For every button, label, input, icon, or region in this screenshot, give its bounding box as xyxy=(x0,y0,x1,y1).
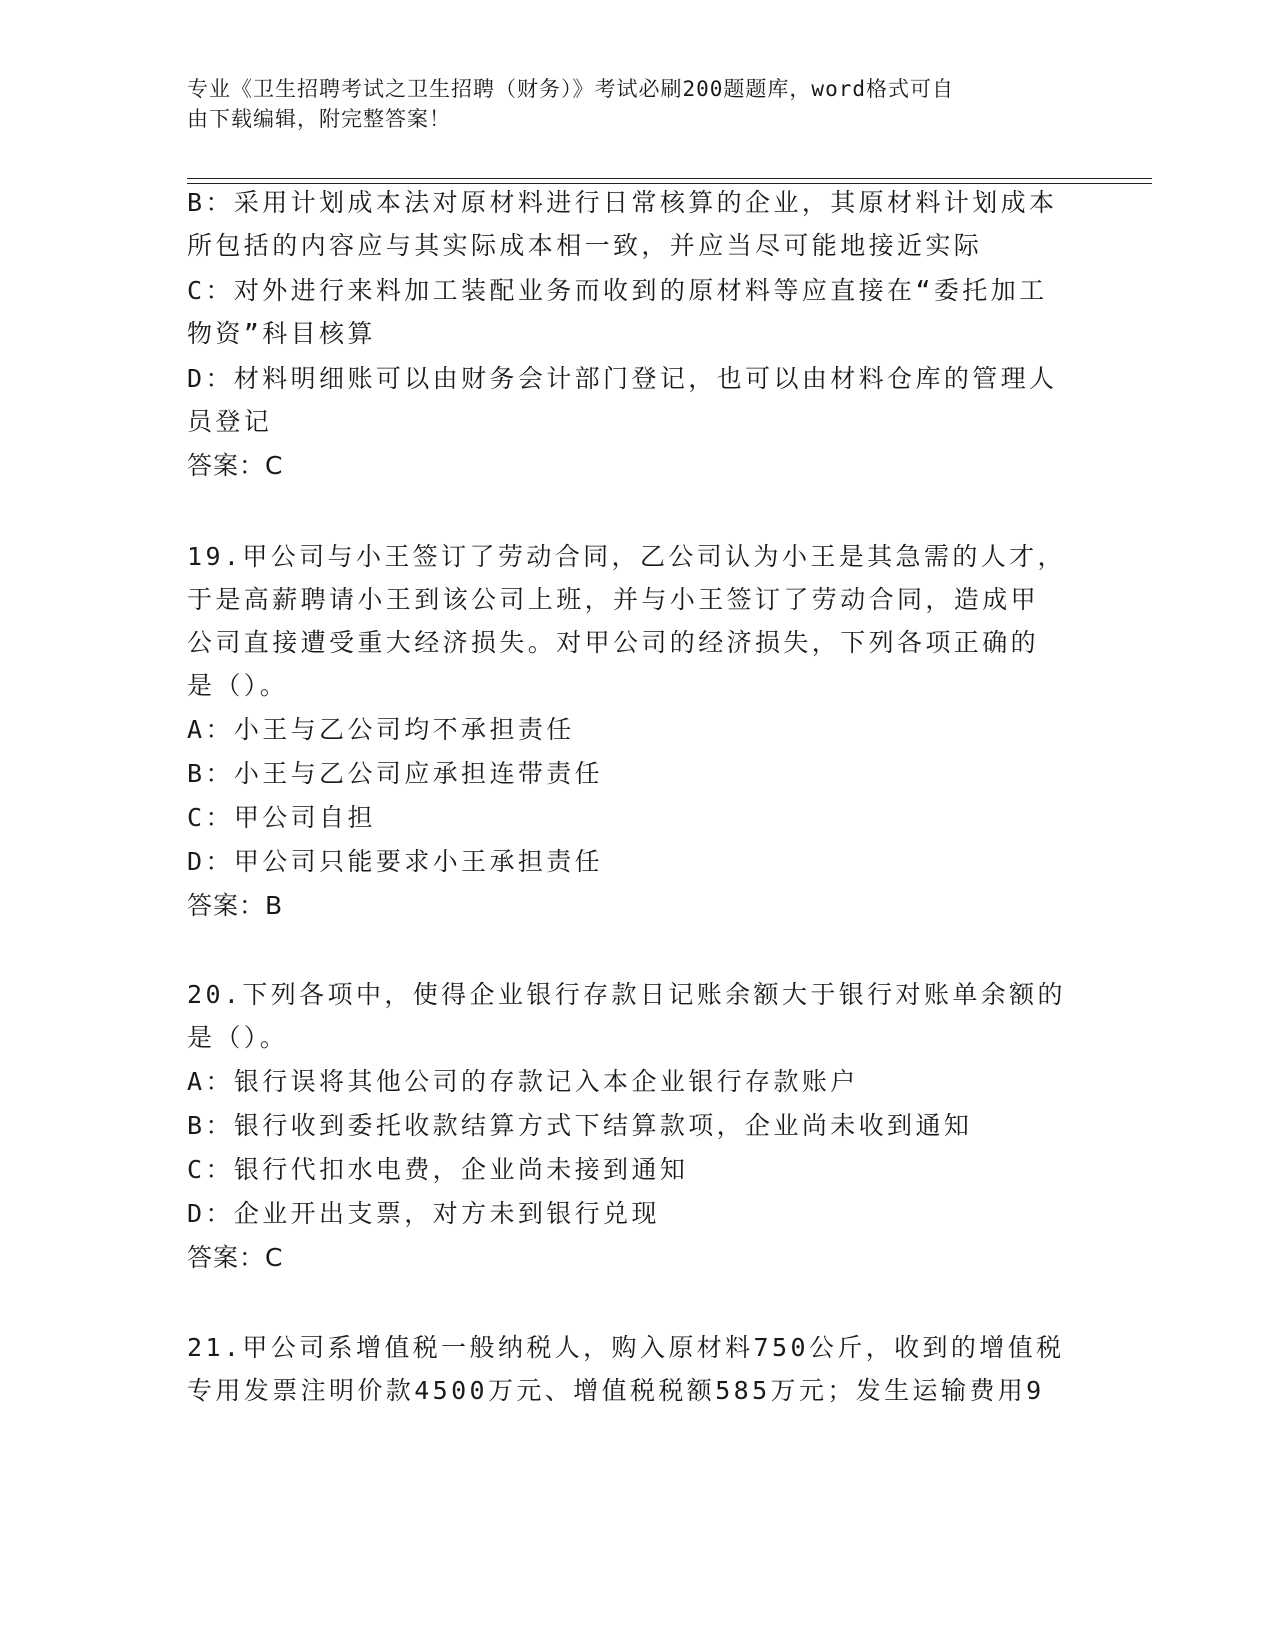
q19-option-c: C：甲公司自担 xyxy=(187,803,376,832)
q19-stem-line-2: 于是高薪聘请小王到该公司上班，并与小王签订了劳动合同，造成甲 xyxy=(187,585,1040,614)
q20-option-c: C：银行代扣水电费，企业尚未接到通知 xyxy=(187,1155,689,1184)
q20-option-b: B：银行收到委托收款结算方式下结算款项，企业尚未收到通知 xyxy=(187,1111,973,1140)
q20-option-d: D：企业开出支票，对方未到银行兑现 xyxy=(187,1199,660,1228)
header-line-1: 专业《卫生招聘考试之卫生招聘（财务）》考试必刷200题题库，word格式可自 xyxy=(187,77,954,101)
q20-stem-line-2: 是（）。 xyxy=(187,1023,289,1052)
q18-option-b-line-1: B：采用计划成本法对原材料进行日常核算的企业，其原材料计划成本 xyxy=(187,188,1058,217)
q20-answer: 答案：C xyxy=(187,1243,284,1272)
q19-stem-line-1: 19.甲公司与小王签订了劳动合同，乙公司认为小王是其急需的人才， xyxy=(187,542,1066,571)
q18-option-c-line-1: C：对外进行来料加工装配业务而收到的原材料等应直接在“委托加工 xyxy=(187,276,1048,305)
q18-answer: 答案：C xyxy=(187,451,284,480)
q19-answer: 答案：B xyxy=(187,891,284,920)
q18-option-d-line-1: D：材料明细账可以由财务会计部门登记，也可以由材料仓库的管理人 xyxy=(187,364,1058,393)
q21-stem-line-2: 专用发票注明价款4500万元、增值税税额585万元；发生运输费用9 xyxy=(187,1376,1045,1405)
q20-stem-line-1: 20.下列各项中，使得企业银行存款日记账余额大于银行对账单余额的 xyxy=(187,980,1066,1009)
q18-option-c-line-2: 物资”科目核算 xyxy=(187,319,376,348)
q19-stem-line-4: 是（）。 xyxy=(187,671,289,700)
q19-stem-line-3: 公司直接遭受重大经济损失。对甲公司的经济损失，下列各项正确的 xyxy=(187,628,1040,657)
header-line-2: 由下载编辑，附完整答案！ xyxy=(187,107,451,131)
q18-option-d-line-2: 员登记 xyxy=(187,407,273,436)
q19-option-a: A：小王与乙公司均不承担责任 xyxy=(187,715,575,744)
q20-option-a: A：银行误将其他公司的存款记入本企业银行存款账户 xyxy=(187,1067,859,1096)
document-header xyxy=(187,74,1067,134)
header-divider-top xyxy=(187,178,1152,179)
q19-option-b: B：小王与乙公司应承担连带责任 xyxy=(187,759,604,788)
q21-stem-line-1: 21.甲公司系增值税一般纳税人，购入原材料750公斤，收到的增值税 xyxy=(187,1333,1065,1362)
q19-option-d: D：甲公司只能要求小王承担责任 xyxy=(187,847,604,876)
q18-option-b-line-2: 所包括的内容应与其实际成本相一致，并应当尽可能地接近实际 xyxy=(187,231,983,260)
